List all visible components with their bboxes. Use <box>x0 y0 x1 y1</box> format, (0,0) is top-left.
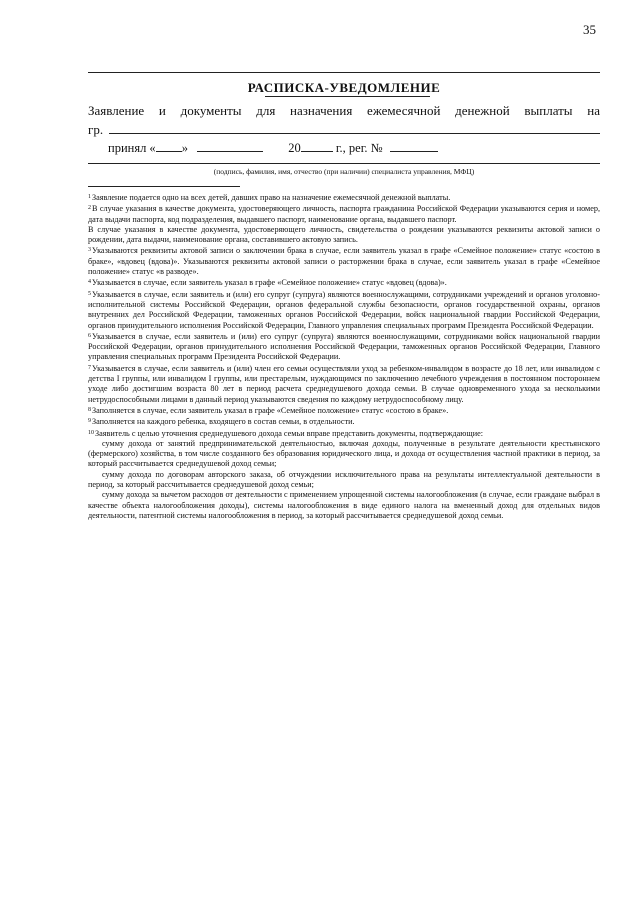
footnote-text: Заполняется на каждого ребенка, входящего в состав семьи, в отдельности. <box>92 417 355 427</box>
footnote-mark: 1 <box>88 194 91 200</box>
footnote-10 <box>88 428 600 439</box>
income-item-3: сумму дохода за вычетом расходов от деятельности с применением упрощенной системы налогообложения (в случае, если граждане выбрал в качестве объекта налогообложения доходы), системы налогообложения в виде единого налога на вмененный доход для отдельных видов деятельности, патентной системы налогообложения в период, за который рассчитывается среднедушевой доход семьи. <box>88 490 600 520</box>
footnote-mark: 7 <box>88 364 91 371</box>
footnote-3 <box>88 245 600 277</box>
recipient-line <box>88 122 600 138</box>
title-underline <box>265 96 430 97</box>
footnote-mark: 8 <box>88 406 91 413</box>
reg-label: г., рег. № <box>335 141 383 155</box>
footnote-7 <box>88 363 600 405</box>
footnote-6 <box>88 331 600 363</box>
footnote-text: Заполняется в случае, если заявитель указал в графе «Семейное положение» статус «состою в браке». <box>92 405 449 415</box>
footnote-mark: 6 <box>88 332 91 339</box>
income-item-2: сумму дохода по договорам авторского заказа, об отчуждении исключительного права на результаты интеллектуальной деятельности в период, за который рассчитывается среднедушевой доход семьи; <box>88 469 600 490</box>
acceptance-line <box>108 140 438 156</box>
quote-close: » <box>181 141 188 155</box>
reg-number-blank <box>390 140 438 152</box>
footnote-text: Заявление подается одно на всех детей, давших право на назначение ежемесячной денежной выплаты. <box>92 193 451 202</box>
footnote-mark: 3 <box>88 247 91 254</box>
footnote-mark: 10 <box>88 429 94 436</box>
statement-text: Заявление и документы для назначения ежемесячной денежной выплаты на <box>88 103 600 118</box>
footnotes-section <box>88 192 600 521</box>
document-title: РАСПИСКА-УВЕДОМЛЕНИЕ <box>247 80 441 95</box>
footnote-mark: 4 <box>88 279 91 286</box>
recipient-name-field <box>109 133 600 134</box>
footnote-2 <box>88 203 600 225</box>
month-blank <box>197 140 263 152</box>
footnote-text: В случае указания в качестве документа, удостоверяющего личность, паспорта гражданина Российской Федерации указываются серия и номер, дата выдачи паспорта, код подразделения, выдавшего паспорт, наименование органа, выдавшего паспорт. <box>88 204 600 224</box>
footnote-text: Указывается в случае, если заявитель и (или) его супруг (супруга) являются военнослужащими, сотрудниками войск национальной гвардии Российской Федерации, органов принудительного исполнения Российской Федерации, таможенных органов Российской Федерации, Главного управления специальных программ Президента Российской Федерации. <box>88 331 600 362</box>
income-item-1: сумму дохода от занятий предпринимательской деятельностью, включая доходы, полученные в результате деятельности крестьянского (фермерского) хозяйства, в том числе созданного без образования юридического лица, и дохода от осуществления частной практики в период, за который рассчитывается среднедушевой доход семьи; <box>88 438 600 469</box>
footnote-4 <box>88 277 600 288</box>
accepted-prefix: принял « <box>108 141 156 155</box>
footnote-2-continued <box>88 225 600 246</box>
recipient-label: гр. <box>88 122 104 137</box>
footnote-divider <box>88 186 240 187</box>
footnote-text: Указывается в случае, если заявитель и (или) его супруг (супруга) являются военнослужащими, сотрудниками учреждений и органов уголовно-исполнительной системы Российской Федерации, органов федеральной службы безопасности, органов государственной охраны, органов внутренних дел Российской Федерации, таможенных органов Российской Федерации, войск национальной гвардии Российской Федерации, органов принудительного исполнения Российской Федерации, Главного управления специальных программ Президента Российской Федерации. <box>88 289 600 330</box>
top-divider <box>88 72 600 73</box>
day-blank <box>156 140 182 152</box>
signature-line <box>88 163 600 164</box>
footnote-5 <box>88 289 600 331</box>
footnote-9 <box>88 416 600 427</box>
footnote-text: Указывается в случае, если заявитель указал в графе «Семейное положение» статус «вдовец (вдова)». <box>92 278 447 288</box>
year-blank <box>301 140 333 152</box>
footnote-mark: 5 <box>88 290 91 297</box>
footnote-1 <box>88 192 600 203</box>
signature-caption: (подпись, фамилия, имя, отчество (при наличии) специалиста управления, МФЦ) <box>213 167 475 176</box>
page-number: 35 <box>583 22 596 37</box>
footnote-8 <box>88 405 600 416</box>
footnote-mark: 2 <box>88 205 91 212</box>
footnote-text: Заявитель с целью уточнения среднедушевого дохода семьи вправе представить документы, подтверждающие: <box>95 428 484 438</box>
footnote-text: Указываются реквизиты актовой записи о заключении брака в случае, если заявитель указал в графе «Семейное положение» статус «состою в браке», «вдовец (вдова)». Указываются реквизиты актовой записи о расторжении брака в случае, если заявитель указал в графе «Семейное положение» статус «в разводе». <box>88 246 600 277</box>
footnote-mark: 9 <box>88 418 91 425</box>
footnote-text: В случае указания в качестве документа, удостоверяющего личность, свидетельства о рождении указываются реквизиты актовой записи о рождении, дата выдачи, наименование органа, составившего актовую запись. <box>88 224 600 245</box>
year-prefix: 20 <box>288 141 301 155</box>
footnote-text: Указывается в случае, если заявитель и (или) член его семьи осуществляли уход за ребенком-инвалидом в возрасте до 18 лет, или инвалидом с детства I группы, или инвалидом I группы, или престарелым, нуждающимся по заключению лечебного учреждения в постоянном постороннем уходе либо достигшим возраста 80 лет в период расчета среднедушевого дохода семьи. В случае одновременного ухода за несколькими нетрудоспособными лицами в данный период указываются сведения по каждому нетрудоспособному лицу. <box>88 363 600 404</box>
